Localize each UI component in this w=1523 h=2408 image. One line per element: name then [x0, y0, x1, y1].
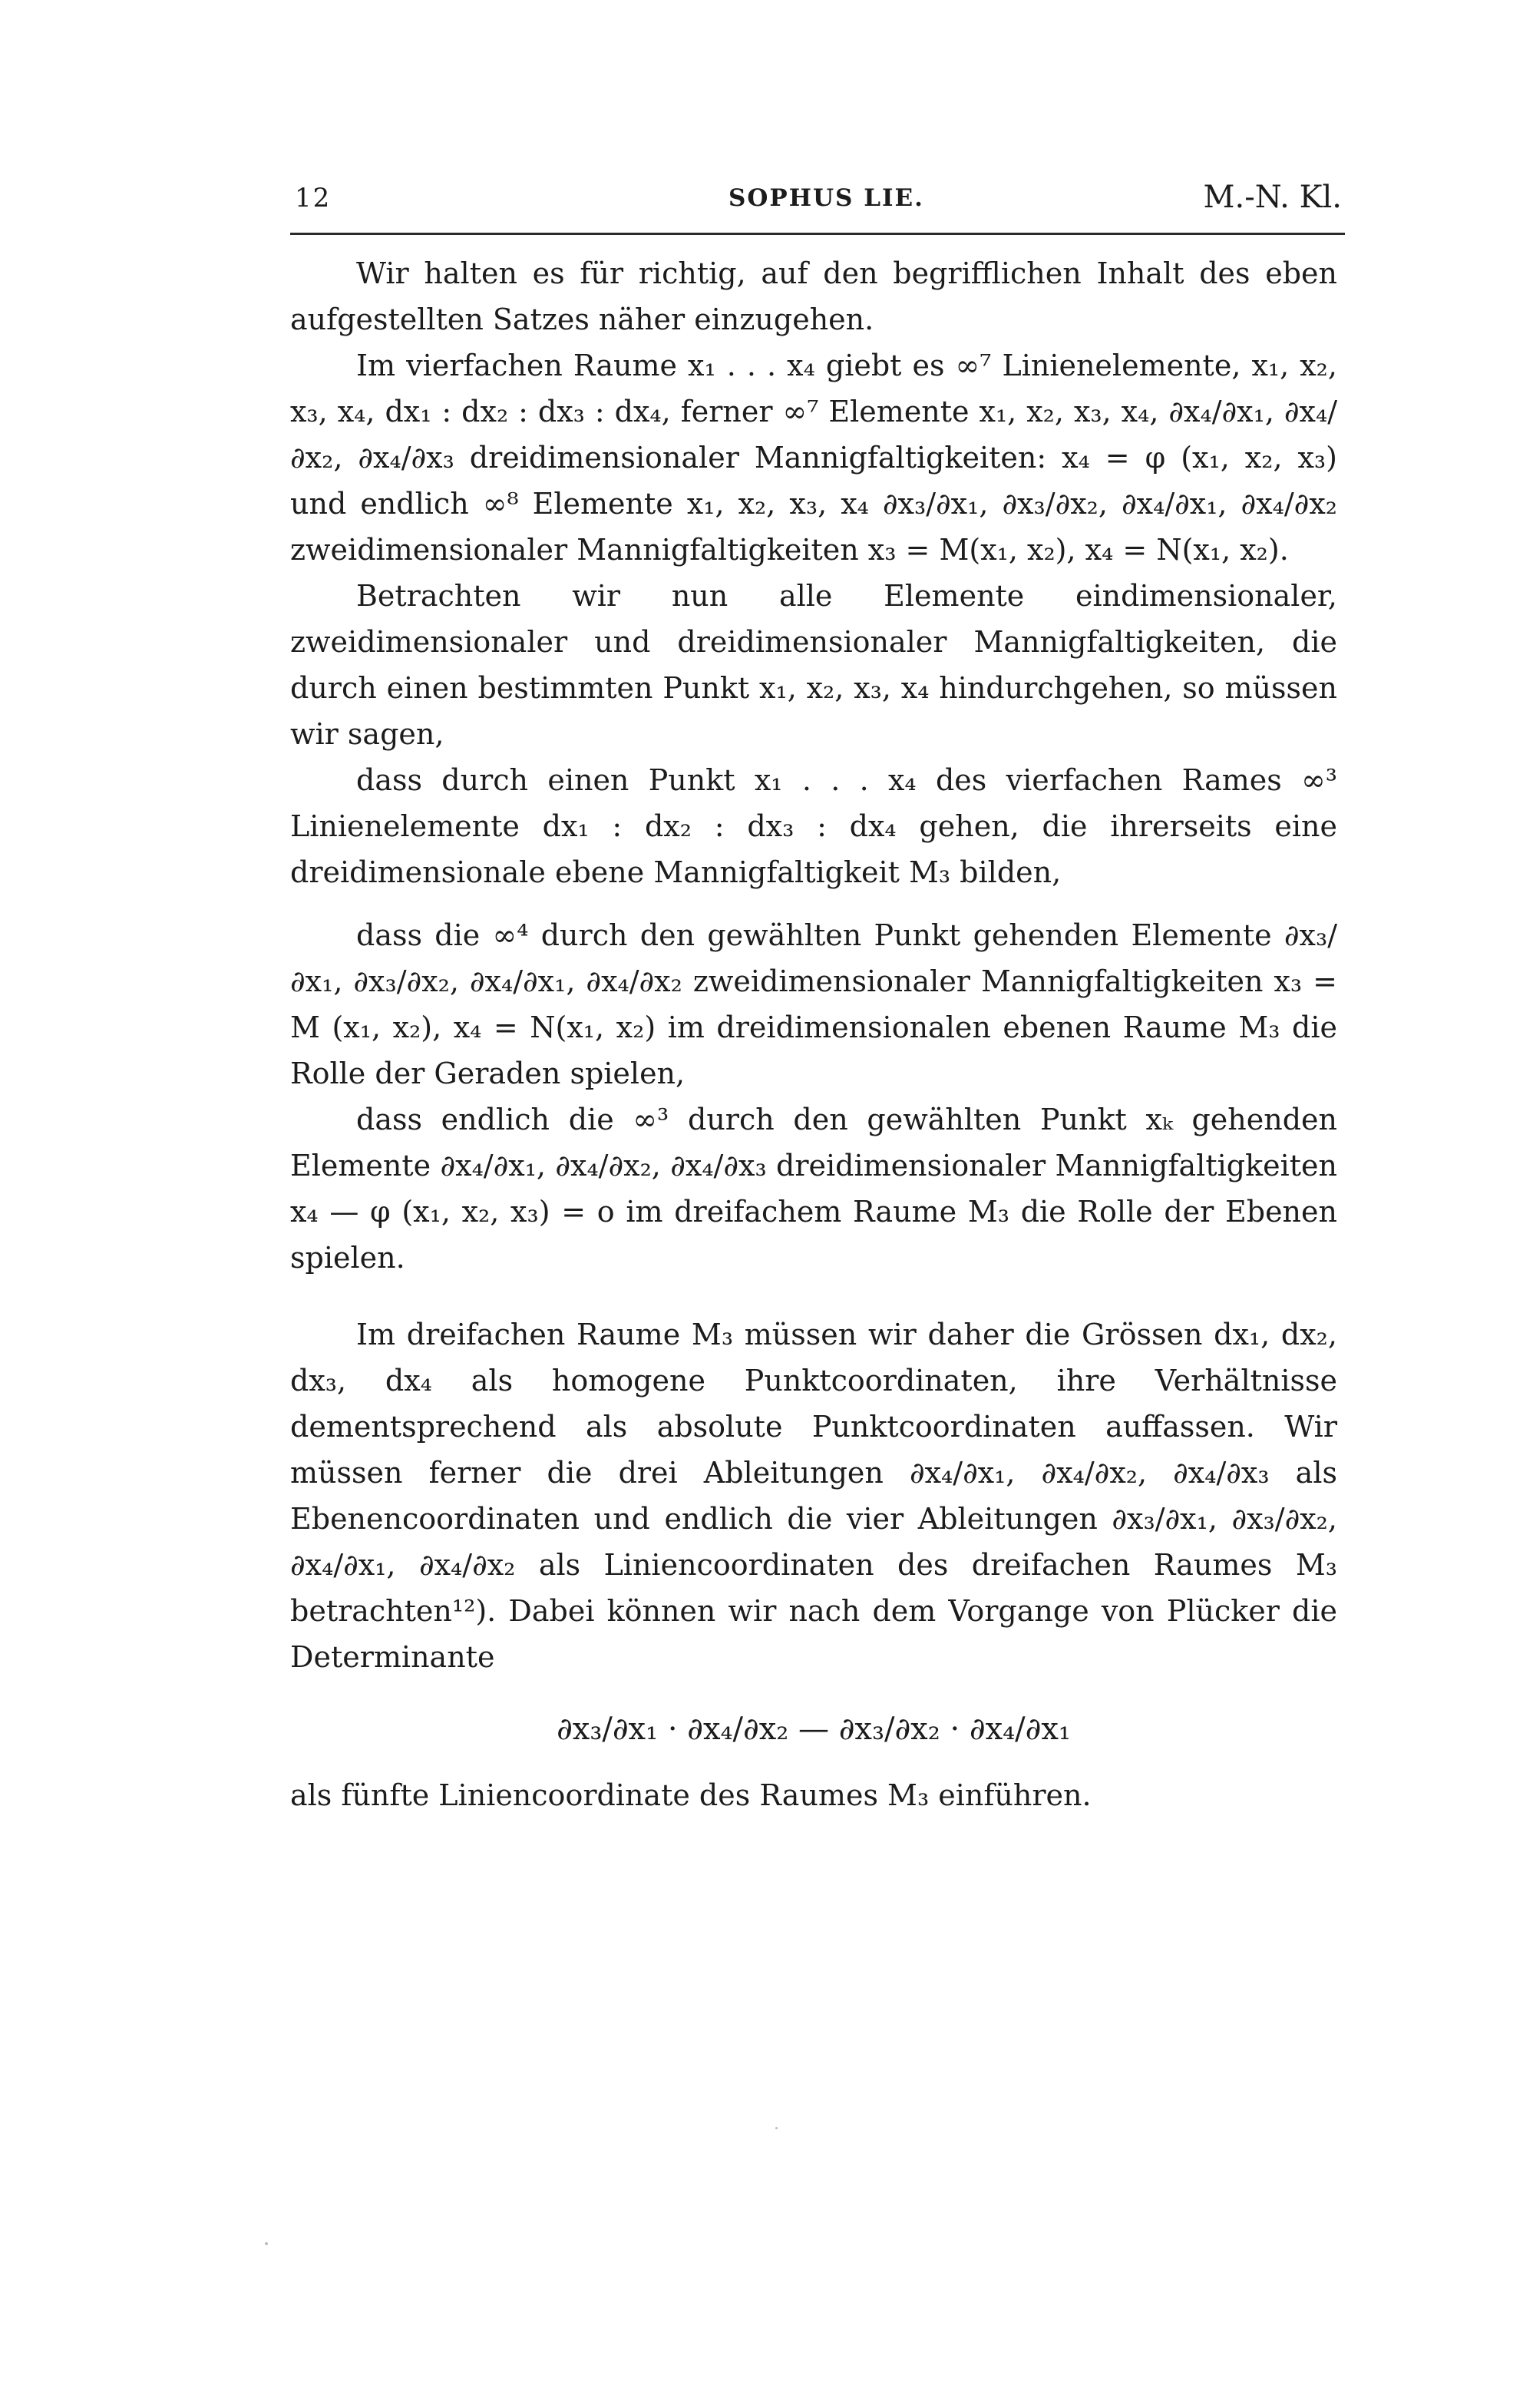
paragraph-coordinates: Im dreifachen Raume M₃ müssen wir daher die Grössen dx₁, dx₂, dx₃, dx₄ als homogene Punktcoordinaten, ihre Verhältnisse dementsprechend als absolute Punktcoordinaten auffassen. Wir müssen ferner die drei Ableitungen ∂x₄/∂x₁, ∂x₄/∂x₂, ∂x₄/∂x₃ als Ebenencoordinaten und endlich die vier Ableitungen ∂x₃/∂x₁, ∂x₃/∂x₂, ∂x₄/∂x₁, ∂x₄/∂x₂ als Liniencoordinaten des dreifachen Raumes M₃ betrachten¹²). Dabei können wir nach dem Vorgange von Plücker die Determinante [290, 1318, 1337, 1674]
paragraph-elements: Im vierfachen Raume x₁ . . . x₄ giebt es ∞⁷ Linienelemente, x₁, x₂, x₃, x₄, dx₁ : dx₂ : dx₃ : dx₄, ferner ∞⁷ Elemente x₁, x₂, x₃, x₄, ∂x₄/∂x₁, ∂x₄/∂x₂, ∂x₄/∂x₃ dreidimensionaler Mannigfaltigkeiten: x₄ = φ (x₁, x₂, x₃) und endlich ∞⁸ Elemente x₁, x₂, x₃, x₄ ∂x₃/∂x₁, ∂x₃/∂x₂, ∂x₄/∂x₁, ∂x₄/∂x₂ zweidimensionaler Mannigfaltigkeiten x₃ = M(x₁, x₂), x₄ = N(x₁, x₂). [290, 349, 1337, 567]
determinant-formula: ∂x₃/∂x₁ · ∂x₄/∂x₂ — ∂x₃/∂x₂ · ∂x₄/∂x₁ [557, 1712, 1071, 1747]
page-body [290, 250, 1337, 1818]
paragraph-line-elements: dass durch einen Punkt x₁ . . . x₄ des vierfachen Rames ∞³ Linienelemente dx₁ : dx₂ : dx₃ : dx₄ gehen, die ihrerseits eine dreidimensionale ebene Mannigfaltigkeit M₃ bilden, [290, 763, 1337, 889]
header-rule [290, 233, 1345, 235]
page-number: 12 [295, 183, 332, 213]
running-header [295, 180, 1342, 229]
paragraph-planes: dass endlich die ∞³ durch den gewählten Punkt xₖ gehenden Elemente ∂x₄/∂x₁, ∂x₄/∂x₂, ∂x₄/∂x₃ dreidimensionaler Mannigfaltigkeiten x₄ — φ (x₁, x₂, x₃) = o im dreifachem Raume M₃ die Rolle der Ebenen spielen. [290, 1103, 1337, 1275]
paper-speck [265, 2242, 268, 2245]
paragraph-fifth-coordinate: als fünfte Liniencoordinate des Raumes M₃ einführen. [290, 1778, 1092, 1812]
paragraph-consider: Betrachten wir nun alle Elemente eindimensionaler, zweidimensionaler und dreidimensionaler Mannigfaltigkeiten, die durch einen bestimmten Punkt x₁, x₂, x₃, x₄ hindurchgehen, so müssen wir sagen, [290, 579, 1337, 751]
running-title: SOPHUS LIE. [728, 184, 924, 212]
paragraph-intro: Wir halten es für richtig, auf den begrifflichen Inhalt des eben aufgestellten Satzes näher einzugehen. [290, 256, 1337, 336]
paragraph-lines: dass die ∞⁴ durch den gewählten Punkt gehenden Elemente ∂x₃/∂x₁, ∂x₃/∂x₂, ∂x₄/∂x₁, ∂x₄/∂x₂ zweidimensionaler Mannigfaltigkeiten x₃ = M (x₁, x₂), x₄ = N(x₁, x₂) im dreidimensionalen ebenen Raume M₃ die Rolle der Geraden spielen, [290, 918, 1337, 1090]
paper-speck [775, 2127, 778, 2129]
class-label: M.-N. Kl. [1203, 180, 1342, 215]
